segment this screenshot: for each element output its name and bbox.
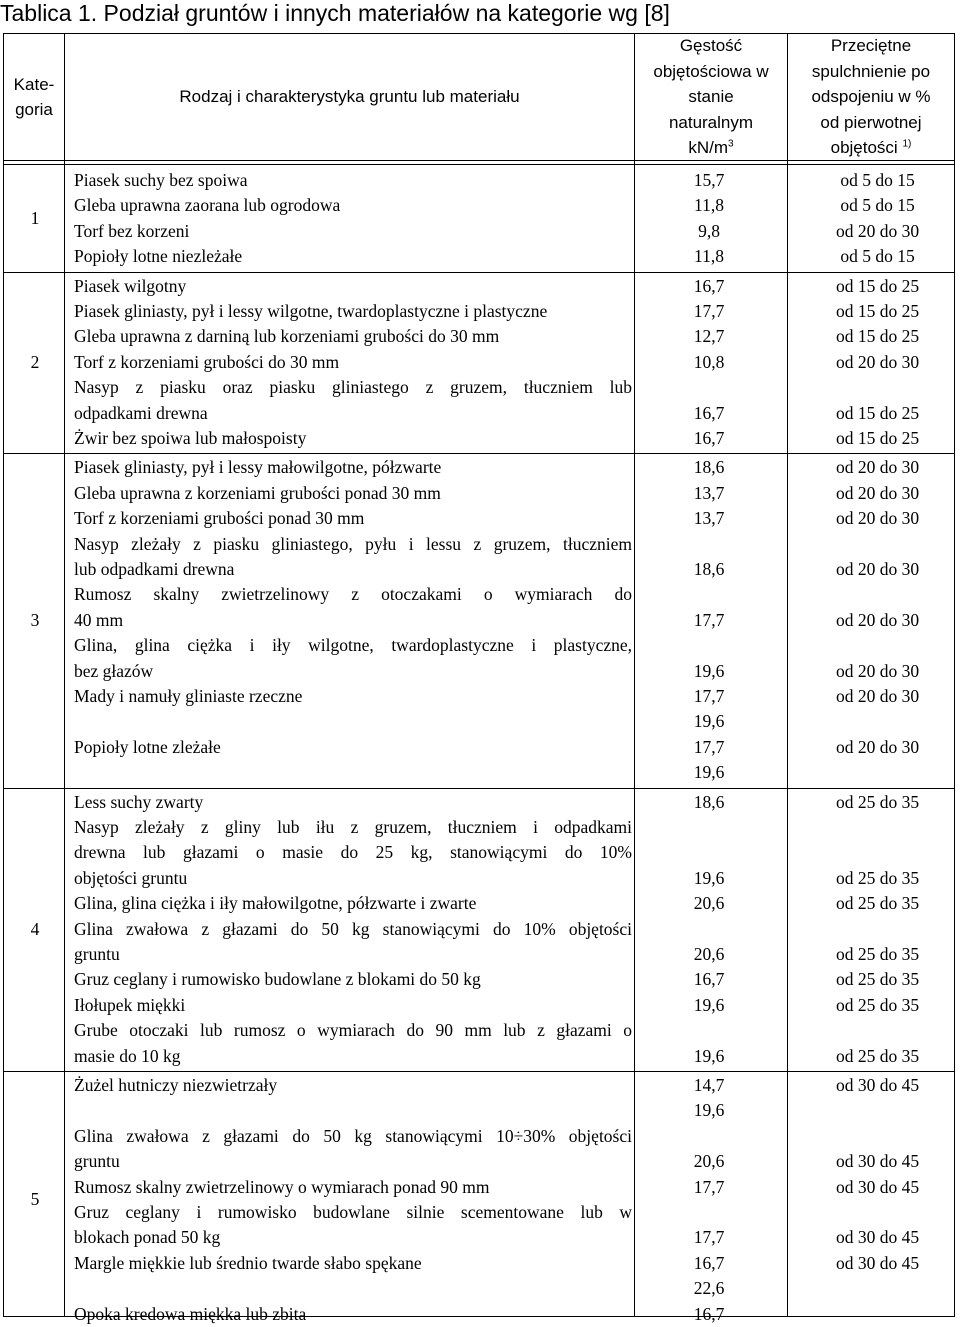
description-line: Glina, glina ciężka i iły małowilgotne, półzwarte i zwarte [74, 893, 477, 914]
material-description [74, 481, 632, 506]
density-value: 19,6 [693, 660, 725, 681]
description-line: Piasek suchy bez spoiwa [74, 170, 248, 190]
header-divider [4, 164, 954, 165]
description-line: Less suchy zwarty [74, 791, 204, 812]
description-line: lub odpadkami drewna [74, 558, 235, 579]
density-value: 16,7 [693, 275, 725, 296]
density-value: 14,7 [693, 1075, 725, 1095]
description-line: Torf z korzeniami grubości do 30 mm [74, 351, 340, 372]
material-description [74, 375, 632, 426]
material-description [74, 455, 632, 480]
description-line: Glina zwałowa z głazami do 50 kg stanowiącymi 10÷30% objętości [74, 1125, 632, 1146]
description-line: gruntu [74, 1151, 120, 1172]
density-value: 19,6 [693, 1045, 725, 1066]
header-loosening: Przeciętne spulchnienie po odspojeniu w % od pierwotnej objętości $^{1)}$ [811, 36, 931, 158]
density-value: 19,6 [693, 711, 725, 732]
header-category: Kate- goria [13, 74, 55, 119]
material-description [74, 299, 632, 324]
material-description [74, 244, 632, 269]
density-value: 20,6 [693, 944, 725, 964]
category-number: 5 [30, 1189, 40, 1210]
material-description [74, 1124, 632, 1175]
material-description [74, 350, 632, 375]
density-value: 16,7 [693, 969, 725, 990]
description-line: bez głazów [74, 660, 154, 681]
loosening-value: od 30 do 45 [835, 1252, 920, 1273]
material-description [74, 1251, 632, 1276]
loosening-value: od 20 do 30 [835, 457, 920, 478]
loosening-value: od 5 do 15 [840, 246, 915, 267]
material-description [74, 324, 632, 349]
soil-category-table [3, 33, 955, 1324]
loosening-value: od 15 do 25 [835, 275, 920, 296]
density-value: 18,6 [693, 791, 725, 812]
density-value: 12,7 [693, 326, 725, 347]
density-value: 17,7 [693, 1176, 725, 1197]
description-line: Gleba uprawna z darniną lub korzeniami grubości do 30 mm [74, 326, 500, 347]
description-line: gruntu [74, 943, 120, 964]
loosening-value: od 25 do 35 [835, 1045, 920, 1066]
density-value: 17,7 [693, 736, 725, 757]
density-value: 20,6 [693, 893, 725, 914]
density-value: 13,7 [693, 508, 725, 529]
loosening-value: od 15 do 25 [835, 326, 920, 347]
description-line: objętości gruntu [74, 867, 188, 888]
description-line: Popioły lotne niezleżałe [74, 246, 243, 267]
material-description [74, 1200, 632, 1251]
description-line: Gleba uprawna zaorana lub ogrodowa [74, 195, 341, 216]
description-line: Torf z korzeniami grubości ponad 30 mm [74, 508, 365, 529]
material-description [74, 219, 632, 244]
material-description [74, 532, 632, 583]
loosening-value: od 15 do 25 [835, 301, 920, 321]
description-line: odpadkami drewna [74, 402, 208, 423]
description-line: 40 mm [74, 609, 124, 630]
material-description [74, 633, 632, 684]
header-description: Rodzaj i charakterystyka gruntu lub materiału [179, 87, 520, 107]
material-description [74, 790, 632, 815]
description-line: Piasek wilgotny [74, 275, 187, 296]
density-value: 22,6 [693, 1278, 725, 1299]
description-line: Glina zwałowa z głazami do 50 kg stanowiącymi do 10% objętości [74, 918, 632, 939]
density-value: 9,8 [698, 220, 720, 241]
loosening-value: od 15 do 25 [835, 428, 920, 448]
loosening-value: od 25 do 35 [835, 944, 920, 964]
loosening-value: od 20 do 30 [835, 686, 920, 706]
density-value: 17,7 [693, 609, 725, 630]
description-line: Piasek gliniasty, pył i lessy małowilgotne, półzwarte [74, 457, 442, 478]
description-line: drewna lub głazami o masie do 25 kg, stanowiącymi do 10% [74, 842, 632, 863]
loosening-value: od 25 do 35 [835, 994, 920, 1015]
material-description [74, 1018, 632, 1069]
density-value: 11,8 [694, 195, 724, 216]
group-divider [4, 1071, 954, 1072]
density-value: 19,6 [693, 1100, 725, 1121]
description-line: masie do 10 kg [74, 1045, 181, 1066]
loosening-value: od 20 do 30 [835, 220, 920, 241]
density-value: 19,6 [693, 762, 725, 783]
loosening-value: od 20 do 30 [835, 351, 920, 372]
loosening-value: od 25 do 35 [835, 969, 920, 990]
description-line: Grube otoczaki lub rumosz o wymiarach do 90 mm lub z głazami o [74, 1020, 632, 1041]
loosening-value: od 25 do 35 [835, 893, 920, 914]
category-number: 2 [30, 351, 40, 372]
density-value: 19,6 [693, 994, 725, 1015]
loosening-value: od 30 do 45 [835, 1227, 920, 1248]
group-divider [4, 788, 954, 789]
description-line: Nasyp zleżały z gliny lub iłu z gruzem, tłuczniem i odpadkami [74, 817, 632, 837]
density-value: 17,7 [693, 1227, 725, 1248]
description-line: blokach ponad 50 kg [74, 1227, 221, 1248]
density-value: 15,7 [693, 170, 725, 190]
description-line: Żwir bez spoiwa lub małospoisty [74, 428, 307, 448]
material-description [74, 582, 632, 633]
table-caption: Tablica 1. Podział gruntów i innych materiałów na kategorie wg [8] [0, 0, 670, 26]
density-value: 16,7 [693, 402, 725, 423]
material-description [74, 168, 632, 193]
loosening-value: od 15 do 25 [835, 402, 920, 423]
loosening-value: od 5 do 15 [840, 195, 915, 216]
category-number: 4 [30, 918, 40, 939]
description-line: Opoka kredowa miękka lub zbita [74, 1303, 307, 1324]
density-value: 17,7 [693, 686, 725, 706]
material-description [74, 1175, 632, 1200]
material-description [74, 1302, 632, 1327]
material-description [74, 993, 632, 1018]
density-value: 13,7 [693, 482, 725, 503]
loosening-value: od 30 do 45 [835, 1075, 920, 1095]
loosening-value: od 20 do 30 [835, 609, 920, 630]
description-line: Gruz ceglany i rumowisko budowlane z blokami do 50 kg [74, 969, 481, 990]
material-description [74, 274, 632, 299]
material-description [74, 426, 632, 451]
description-line: Glina, glina ciężka i iły wilgotne, twardoplastyczne i plastyczne, [74, 635, 632, 656]
category-number: 1 [30, 208, 40, 229]
category-number: 3 [30, 609, 40, 630]
loosening-value: od 5 do 15 [840, 170, 915, 190]
material-description [74, 193, 632, 218]
header-density: Gęstość objętościowa w stanie naturalnym $kN/m^3$ [653, 36, 769, 158]
material-description [74, 684, 632, 709]
density-value: 16,7 [693, 1252, 725, 1273]
description-line: Piasek gliniasty, pył i lessy wilgotne, twardoplastyczne i plastyczne [74, 301, 548, 321]
density-value: 10,8 [693, 351, 725, 372]
description-line: Gleba uprawna z korzeniami grubości ponad 30 mm [74, 482, 441, 503]
density-value: 17,7 [693, 301, 725, 321]
description-line: Gruz ceglany i rumowisko budowlane silnie scementowane lub w [74, 1202, 632, 1222]
group-divider [4, 272, 954, 273]
loosening-value: od 20 do 30 [835, 660, 920, 681]
density-value: 20,6 [693, 1151, 725, 1172]
density-value: 16,7 [693, 428, 725, 448]
material-description [74, 506, 632, 531]
material-description [74, 735, 632, 760]
material-description [74, 815, 632, 891]
loosening-value: od 20 do 30 [835, 482, 920, 503]
loosening-value: od 25 do 35 [835, 791, 920, 812]
loosening-value: od 25 do 35 [835, 867, 920, 888]
density-value: 11,8 [694, 246, 724, 267]
description-line: Iłołupek miękki [74, 994, 186, 1015]
density-value: 19,6 [693, 867, 725, 888]
description-line: Nasyp zleżały z piasku gliniastego, pyłu i lessu z gruzem, tłuczniem [74, 533, 632, 554]
loosening-value: od 20 do 30 [835, 736, 920, 757]
loosening-value: od 20 do 30 [835, 508, 920, 529]
density-value: 16,7 [693, 1303, 725, 1324]
description-line: Żużel hutniczy niezwietrzały [74, 1075, 278, 1095]
description-line: Margle miękkie lub średnio twarde słabo spękane [74, 1252, 422, 1273]
description-line: Nasyp z piasku oraz piasku gliniastego z gruzem, tłuczniem lub [74, 377, 632, 398]
description-line: Mady i namuły gliniaste rzeczne [74, 686, 303, 706]
material-description [74, 967, 632, 992]
density-value: 18,6 [693, 559, 725, 579]
description-line: Rumosz skalny zwietrzelinowy z otoczakami o wymiarach do [74, 584, 632, 605]
loosening-value: od 30 do 45 [835, 1151, 920, 1172]
loosening-value: od 20 do 30 [835, 559, 920, 579]
description-line: Torf bez korzeni [74, 220, 190, 241]
material-description [74, 1073, 632, 1098]
description-line: Popioły lotne zleżałe [74, 736, 221, 757]
column-divider [787, 34, 788, 1316]
description-line: Rumosz skalny zwietrzelinowy o wymiarach ponad 90 mm [74, 1176, 490, 1197]
material-description [74, 891, 632, 916]
material-description [74, 917, 632, 968]
group-divider [4, 453, 954, 454]
loosening-value: od 30 do 45 [835, 1176, 920, 1197]
density-value: 18,6 [693, 457, 725, 478]
